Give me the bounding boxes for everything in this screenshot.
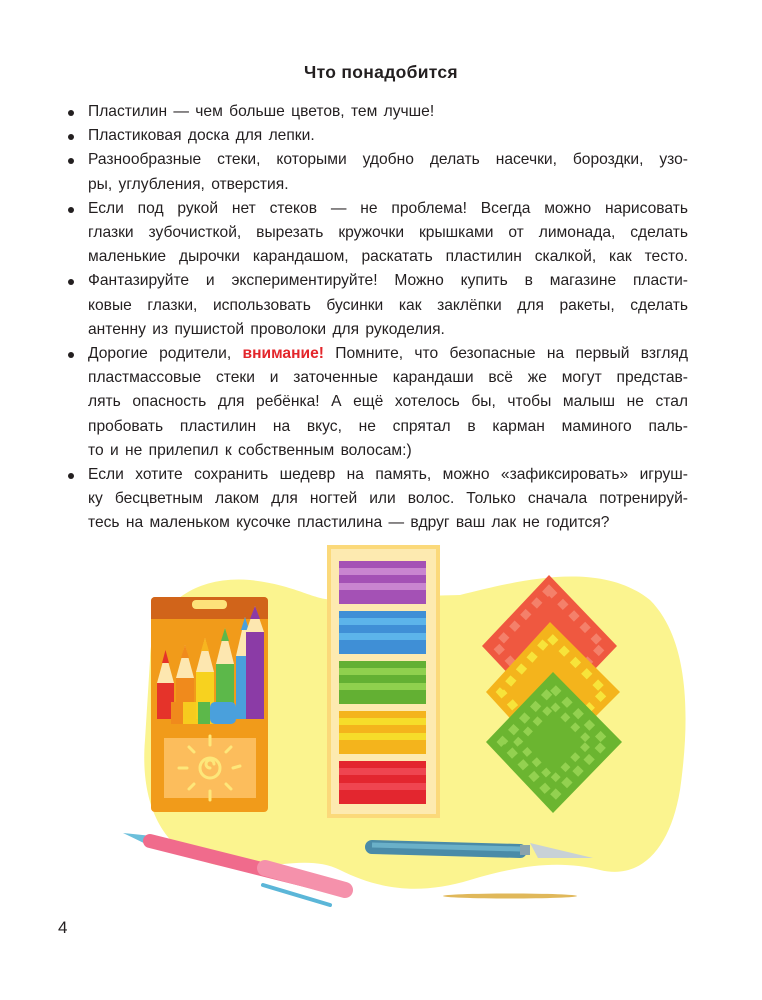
wooden-stick-icon <box>443 894 577 899</box>
warning-text: внимание! <box>242 345 324 363</box>
text-line: Если под рукой нет стеков — не проблема! Всегда можно нарисовать <box>88 199 688 217</box>
page-title: Что понадобится <box>304 62 458 82</box>
text-line: Пластиковая доска для лепки. <box>88 127 315 145</box>
text-line: ковые глазки, использовать бусинки как заклёпки для ракеты, сделать <box>88 296 688 314</box>
text-line: глазки зубочисткой, вырезать кружочки крышками от лимонада, сделать <box>88 224 688 242</box>
text-line: антенну из пушистой проволоки для рукоделия. <box>88 320 445 338</box>
text-line: ку бесцветным лаком для ногтей или волос. Только сначала потренируй- <box>88 490 688 508</box>
text-line: ры, углубления, отверстия. <box>88 175 289 193</box>
text-line: маленькие дырочки карандашом, раскатать пластилин скалкой, как тесто. <box>88 248 688 266</box>
text-line: Фантазируйте и экспериментируйте! Можно купить в магазине пласти- <box>88 272 688 290</box>
text-line: Пластилин — чем больше цветов, тем лучше! <box>88 103 435 120</box>
text-segment: Дорогие родители, <box>88 345 243 363</box>
text-segment: Помните, что безопасные на первый взгляд <box>323 345 688 363</box>
plasticine-tray-icon <box>327 545 440 818</box>
text-line: тесь на маленьком кусочке пластилина — вдруг ваш лак не годится? <box>88 514 610 532</box>
text-line: лять опасность для ребёнка! А ещё хотелось бы, чтобы малыш не стал <box>88 393 688 411</box>
text-line: то и не прилепил к собственным волосам:) <box>88 441 412 459</box>
text-line: Разнообразные стеки, которыми удобно делать насечки, бороздки, узо- <box>88 151 688 169</box>
page-number: 4 <box>58 918 68 937</box>
text-line: пробовать пластилин на вкус, не спрятал в карман маминого паль- <box>88 417 688 435</box>
pencil-box-icon <box>151 597 268 812</box>
text-line: Если хотите сохранить шедевр на память, можно «зафиксировать» игруш- <box>88 466 688 484</box>
text-line: пластмассовые стеки и заточенные карандаши всё же могут представ- <box>88 369 688 387</box>
